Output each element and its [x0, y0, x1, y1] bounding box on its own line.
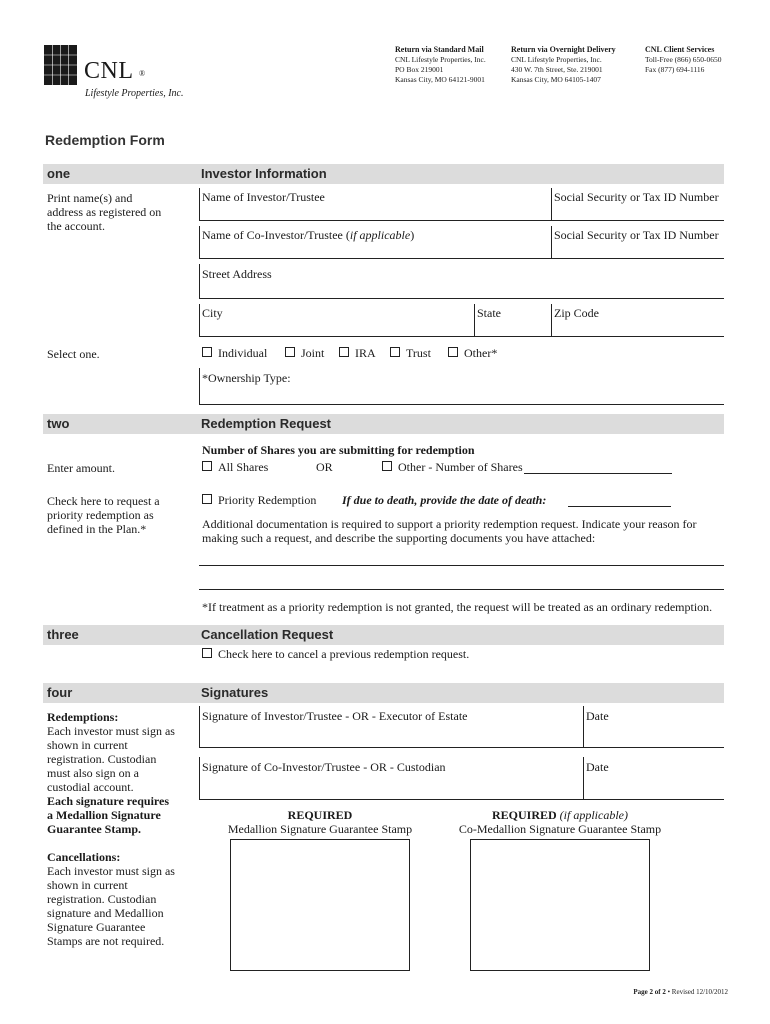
option-label: Check here to cancel a previous redemption request. — [218, 647, 470, 661]
all-shares-checkbox[interactable] — [202, 460, 268, 475]
priority-instructions: Check here to request a priority redemption as defined in the Plan.* — [47, 494, 160, 536]
stamp2-required-line — [440, 808, 680, 822]
field-divider — [199, 757, 200, 799]
page-number: Page 2 of 2 — [633, 988, 666, 996]
section-number: one — [47, 166, 71, 181]
logo-registered-mark: ® — [139, 69, 146, 78]
stamp2-if-applicable: (if applicable) — [559, 808, 628, 822]
field-divider — [199, 264, 200, 298]
additional-documentation-text: Additional documentation is required to support a priority redemption request. Indicate your reason for making such a request, and describe the supporting documents you have attached: — [202, 517, 697, 545]
or-label: OR — [316, 460, 333, 474]
co-investor-name-field[interactable] — [202, 228, 414, 243]
contact-line: Toll-Free (866) 650-0650 — [645, 55, 722, 64]
section-title: Signatures — [201, 685, 269, 700]
page-footer — [600, 988, 728, 996]
logo-name: CNL — [84, 58, 134, 84]
contact-client-services — [645, 45, 745, 75]
field-divider — [199, 226, 200, 258]
ownership-joint-checkbox[interactable] — [285, 346, 324, 361]
checkbox-icon — [285, 347, 295, 357]
cancel-previous-request-checkbox[interactable] — [202, 647, 469, 662]
checkbox-icon — [202, 347, 212, 357]
ssn-field-2[interactable]: Social Security or Tax ID Number — [554, 228, 719, 242]
option-label: Trust — [406, 346, 431, 360]
contact-line: Kansas City, MO 64105-1407 — [511, 75, 601, 84]
option-label: Other* — [464, 346, 498, 360]
checkbox-icon — [202, 461, 212, 471]
option-label: Joint — [301, 346, 325, 360]
date-field-2[interactable]: Date — [586, 760, 609, 774]
co-investor-label-close: ) — [410, 228, 415, 242]
field-underline — [199, 298, 724, 299]
section-number: four — [47, 685, 73, 700]
stamp2-label: Co-Medallion Signature Guarantee Stamp — [458, 822, 662, 836]
state-field[interactable]: State — [477, 306, 501, 320]
field-divider — [583, 757, 584, 799]
priority-redemption-checkbox[interactable] — [202, 493, 316, 508]
contact-line: CNL Lifestyle Properties, Inc. — [511, 55, 602, 64]
section-number: three — [47, 627, 79, 642]
medallion-stamp-box[interactable] — [230, 839, 410, 971]
cnl-logo-grid-icon — [44, 45, 77, 85]
investor-name-field[interactable]: Name of Investor/Trustee — [202, 190, 325, 204]
ssn-field-1[interactable]: Social Security or Tax ID Number — [554, 190, 719, 204]
contact-line: Kansas City, MO 64121-9001 — [395, 75, 485, 84]
ownership-trust-checkbox[interactable] — [390, 346, 431, 361]
investor-signature-field[interactable]: Signature of Investor/Trustee - OR - Executor of Estate — [202, 709, 468, 723]
ownership-type-field[interactable]: *Ownership Type: — [202, 371, 291, 385]
co-medallion-stamp-box[interactable] — [470, 839, 650, 971]
co-investor-label: Name of Co-Investor/Trustee ( — [202, 228, 350, 242]
spacer — [47, 836, 177, 850]
priority-footnote: *If treatment as a priority redemption is not granted, the request will be treated as an ordinary redemption. — [202, 600, 713, 614]
option-label: All Shares — [218, 460, 269, 474]
stamp2-required: REQUIRED — [491, 808, 557, 822]
shares-heading: Number of Shares you are submitting for redemption — [202, 443, 475, 457]
contact-overnight-delivery — [511, 45, 641, 85]
redemptions-text: Each investor must sign as shown in current registration. Custodian must also sign on a custodial account. — [47, 724, 175, 794]
checkbox-icon — [339, 347, 349, 357]
contact-title: CNL Client Services — [645, 45, 715, 54]
field-divider — [474, 304, 475, 336]
checkbox-icon — [390, 347, 400, 357]
contact-line: Fax (877) 694-1116 — [645, 65, 705, 74]
field-divider — [551, 226, 552, 258]
stamp1-label: Medallion Signature Guarantee Stamp — [227, 822, 413, 836]
section-title: Redemption Request — [201, 416, 332, 431]
field-underline — [199, 258, 724, 259]
option-label: Other - Number of Shares — [398, 460, 523, 474]
contact-line: PO Box 219001 — [395, 65, 444, 74]
stamp2-caption — [440, 808, 680, 836]
section-title: Investor Information — [201, 166, 327, 181]
field-divider — [551, 304, 552, 336]
stamp1-caption — [200, 808, 440, 836]
contact-standard-mail — [395, 45, 510, 85]
form-title: Redemption Form — [45, 132, 165, 148]
date-field-1[interactable]: Date — [586, 709, 609, 723]
section-two-header — [43, 414, 724, 434]
select-one-label: Select one. — [47, 347, 100, 361]
section-one-header — [43, 164, 724, 184]
ownership-other-checkbox[interactable] — [448, 346, 497, 361]
field-underline — [199, 404, 724, 405]
ownership-ira-checkbox[interactable] — [339, 346, 376, 361]
section-three-header — [43, 625, 724, 645]
contact-line: 430 W. 7th Street, Ste. 219001 — [511, 65, 603, 74]
co-investor-label-italic: if applicable — [349, 228, 411, 242]
field-underline — [199, 336, 724, 337]
option-label: Individual — [218, 346, 268, 360]
checkbox-icon — [382, 461, 392, 471]
option-label: IRA — [355, 346, 376, 360]
field-divider — [199, 188, 200, 220]
field-underline — [199, 220, 724, 221]
redemptions-bold-text: Each signature requires a Medallion Signature Guarantee Stamp. — [47, 794, 170, 836]
revised-date: Revised 12/10/2012 — [671, 988, 728, 996]
checkbox-icon — [202, 648, 212, 658]
co-investor-signature-field[interactable]: Signature of Co-Investor/Trustee - OR - Custodian — [202, 760, 446, 774]
section-four-header — [43, 683, 724, 703]
field-underline — [199, 799, 724, 800]
field-divider — [199, 368, 200, 404]
field-divider — [551, 188, 552, 220]
zip-code-field[interactable]: Zip Code — [554, 306, 599, 320]
reason-input-line[interactable] — [199, 589, 724, 590]
date-of-death-input[interactable] — [568, 506, 671, 507]
other-shares-checkbox[interactable] — [382, 460, 523, 475]
city-field[interactable]: City — [202, 306, 223, 320]
cancellations-title: Cancellations: — [47, 850, 121, 864]
enter-amount-label: Enter amount. — [47, 461, 115, 475]
field-underline — [199, 747, 724, 748]
contact-title: Return via Overnight Delivery — [511, 45, 616, 54]
contact-title: Return via Standard Mail — [395, 45, 484, 54]
section-one-instructions: Print name(s) and address as registered on the account. — [47, 191, 162, 233]
option-label: Priority Redemption — [218, 493, 317, 507]
redemptions-title: Redemptions: — [47, 710, 119, 724]
stamp1-required: REQUIRED — [287, 808, 353, 822]
logo — [44, 45, 184, 100]
checkbox-icon — [448, 347, 458, 357]
checkbox-icon — [202, 494, 212, 504]
cancellations-text: Each investor must sign as shown in current registration. Custodian signature and Medallion Signature Guarantee Stamps are not required. — [47, 864, 175, 948]
date-of-death-label: If due to death, provide the date of death: — [342, 493, 547, 507]
other-shares-input[interactable] — [524, 473, 672, 474]
ownership-individual-checkbox[interactable] — [202, 346, 267, 361]
field-divider — [583, 706, 584, 747]
field-divider — [199, 304, 200, 336]
section-number: two — [47, 416, 70, 431]
reason-input-line[interactable] — [199, 565, 724, 566]
field-divider — [199, 706, 200, 747]
footer-separator: • — [665, 988, 672, 996]
street-address-field[interactable]: Street Address — [202, 267, 272, 281]
signature-instructions — [47, 710, 177, 948]
section-title: Cancellation Request — [201, 627, 334, 642]
logo-tagline: Lifestyle Properties, Inc. — [85, 88, 184, 99]
contact-line: CNL Lifestyle Properties, Inc. — [395, 55, 486, 64]
